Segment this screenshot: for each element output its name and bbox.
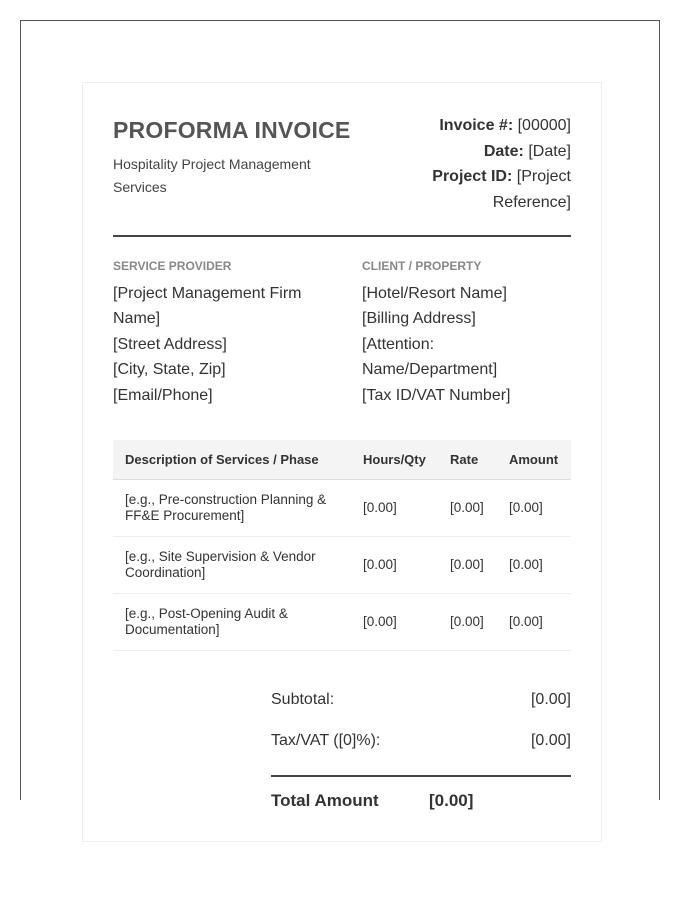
service-description: [e.g., Site Supervision & Vendor Coordination]: [113, 537, 351, 594]
services-table: [113, 440, 571, 651]
service-amount: [0.00]: [497, 537, 571, 594]
invoice-number-label: Invoice #:: [439, 117, 514, 134]
invoice-subtitle: Hospitality Project Management Services: [113, 156, 311, 195]
subtotal-row: [271, 683, 571, 724]
service-rate: [0.00]: [438, 480, 497, 537]
column-header-amount: Amount: [497, 440, 571, 480]
invoice-date: [381, 139, 571, 165]
total-amount-label: Total Amount: [271, 791, 379, 810]
service-rate: [0.00]: [438, 594, 497, 651]
client-line: [Attention: Name/Department]: [362, 335, 498, 379]
service-description: [e.g., Post-Opening Audit & Documentation]: [113, 594, 351, 651]
total-amount-value: [0.00]: [429, 791, 474, 810]
provider-line: [City, State, Zip]: [113, 361, 226, 379]
table-row: [113, 480, 571, 537]
client-label: CLIENT / PROPERTY: [362, 259, 482, 273]
service-hours: [0.00]: [351, 537, 438, 594]
invoice-sheet: [82, 82, 602, 842]
service-hours: [0.00]: [351, 594, 438, 651]
client-details: [362, 281, 571, 408]
project-id-value: [Project Reference]: [492, 168, 571, 211]
provider-line: [Street Address]: [113, 335, 227, 353]
provider-line: [Project Management Firm Name]: [113, 285, 302, 328]
totals-divider: [271, 775, 571, 777]
invoice-meta: [381, 113, 571, 215]
page-frame: [20, 20, 660, 810]
service-description: [e.g., Pre-construction Planning & FF&E Procurement]: [113, 480, 351, 537]
invoice-date-value: [Date]: [528, 142, 571, 160]
tax-row: [271, 724, 571, 765]
service-amount: [0.00]: [497, 480, 571, 537]
table-row: [113, 537, 571, 594]
table-header-row: [113, 440, 571, 480]
column-header-hours: Hours/Qty: [351, 440, 438, 480]
service-provider-label: SERVICE PROVIDER: [113, 259, 232, 273]
service-provider-details: [113, 281, 313, 408]
service-hours: [0.00]: [351, 480, 438, 537]
project-id: [381, 164, 571, 215]
header-divider: [113, 235, 571, 237]
service-amount: [0.00]: [497, 594, 571, 651]
tax-value: [0.00]: [530, 732, 571, 749]
provider-line: [Email/Phone]: [113, 386, 213, 404]
subtotal-value: [0.00]: [530, 691, 571, 708]
invoice-header: [113, 113, 571, 233]
client-line: [Hotel/Resort Name]: [362, 285, 507, 302]
service-rate: [0.00]: [438, 537, 497, 594]
table-row: [113, 594, 571, 651]
totals-section: [271, 683, 571, 810]
invoice-number-value: [00000]: [517, 117, 571, 134]
column-header-description: Description of Services / Phase: [113, 440, 351, 480]
client-line: [Billing Address]: [362, 310, 476, 328]
client-line: [Tax ID/VAT Number]: [362, 386, 511, 404]
project-id-label: Project ID:: [432, 168, 513, 186]
tax-label: Tax/VAT ([0]%):: [271, 732, 381, 749]
invoice-title: PROFORMA INVOICE: [113, 117, 351, 143]
subtotal-label: Subtotal:: [271, 691, 335, 708]
invoice-content: [113, 113, 571, 810]
service-provider-block: [113, 259, 313, 408]
invoice-number: [381, 113, 571, 139]
client-block: [362, 259, 571, 408]
column-header-rate: Rate: [438, 440, 497, 480]
invoice-date-label: Date:: [483, 142, 524, 160]
